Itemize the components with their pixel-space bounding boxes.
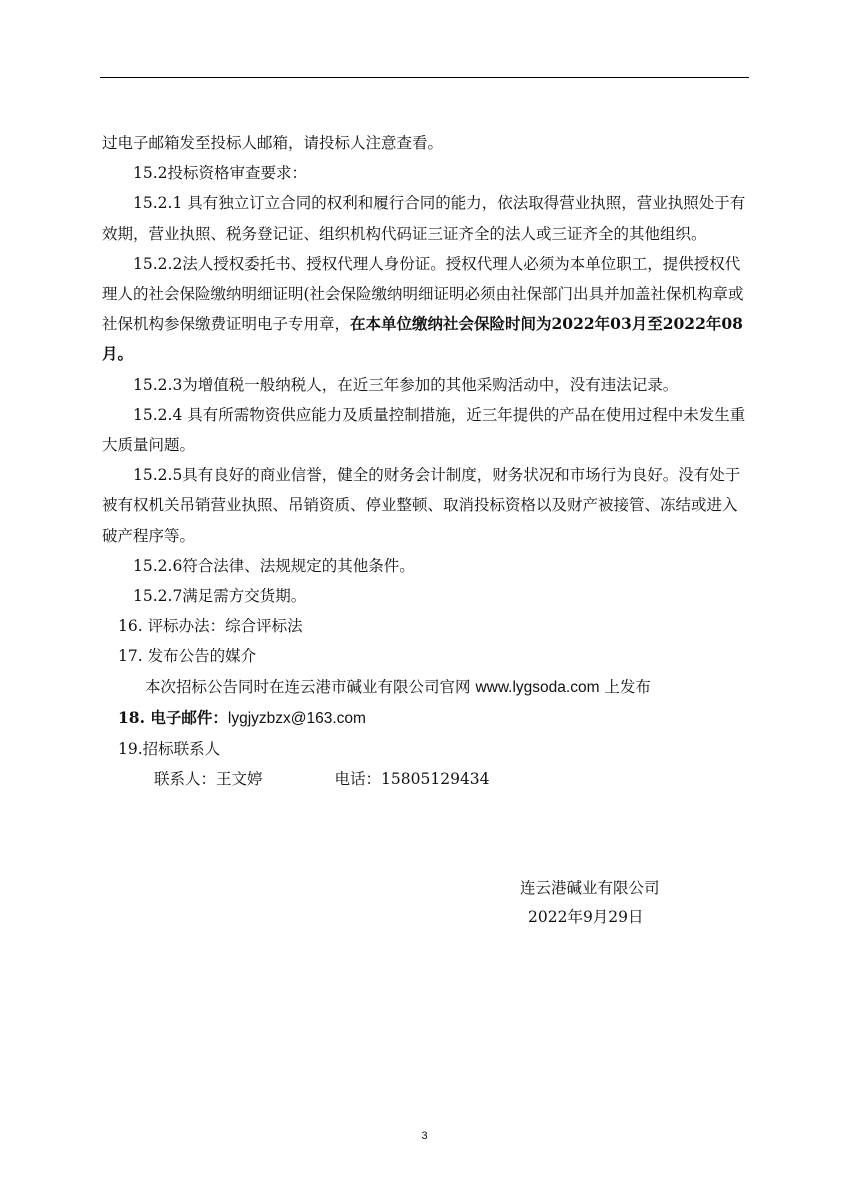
page-number: 3: [421, 1130, 428, 1142]
document-body: [102, 128, 748, 794]
clause-15-2-2-text: 15.2.2法人授权委托书、授权代理人身份证。授权代理人必须为本单位职工，提供授权代理人的社会保险缴纳明细证明(社会保险缴纳明细证明必须由社保部门出具并加盖社保机构章或社保机构参保缴费证明电子专用章，: [102, 254, 744, 334]
phone-label: 电话：: [334, 770, 382, 789]
media-text-suffix: 上发布: [599, 677, 651, 696]
contact-label: 联系人：: [154, 770, 217, 789]
item-16-evaluation-method: 16. 评标办法：综合评标法: [118, 617, 303, 636]
signature-date: 2022年9月29日: [528, 908, 644, 926]
clause-15-2-4: 15.2.4 具有所需物资供应能力及质量控制措施，近三年提供的产品在使用过程中未发生重大质量问题。: [102, 405, 746, 455]
header-rule: [100, 77, 749, 78]
contact-name: 王文婷: [216, 770, 263, 789]
signature-company: 连云港碱业有限公司: [520, 879, 660, 897]
item-19-contact: 19.招标联系人: [118, 740, 221, 759]
website-link[interactable]: www.lygsoda.com: [475, 678, 600, 696]
clause-15-2-1: 15.2.1 具有独立订立合同的权利和履行合同的能力，依法取得营业执照，营业执照处于有效期，营业执照、税务登记证、组织机构代码证三证齐全的法人或三证齐全的其他组织。: [102, 194, 746, 243]
clause-15-2-6: 15.2.6符合法律、法规规定的其他条件。: [133, 556, 415, 575]
section-15-2-heading: 15.2投标资格审查要求：: [133, 164, 308, 183]
paragraph-continuation: 过电子邮箱发至投标人邮箱，请投标人注意查看。: [102, 134, 444, 152]
clause-15-2-3: 15.2.3为增值税一般纳税人，在近三年参加的其他采购活动中，没有违法记录。: [133, 375, 679, 394]
clause-15-2-2: [102, 249, 748, 370]
item-18-email: [102, 703, 748, 734]
media-text-prefix: 本次招标公告同时在连云港市碱业有限公司官网: [145, 677, 476, 696]
clause-15-2-7: 15.2.7满足需方交货期。: [133, 587, 307, 606]
contact-line: [102, 764, 748, 794]
email-link[interactable]: lygjyzbzx@163.com: [227, 709, 366, 727]
email-label: 18. 电子邮件：: [118, 707, 228, 727]
clause-15-2-5: 15.2.5具有良好的商业信誉，健全的财务会计制度，财务状况和市场行为良好。没有处于被有权机关吊销营业执照、吊销资质、停业整顿、取消投标资格以及财产被接管、冻结或进入破产程序等。: [102, 466, 741, 545]
media-statement: [102, 672, 748, 703]
phone-value: 15805129434: [381, 770, 490, 789]
item-17-media: 17. 发布公告的媒介: [118, 647, 257, 666]
clause-15-2-2-bold-text: 在本单位缴纳社会保险时间为2022年03月至2022年08月。: [102, 314, 743, 364]
